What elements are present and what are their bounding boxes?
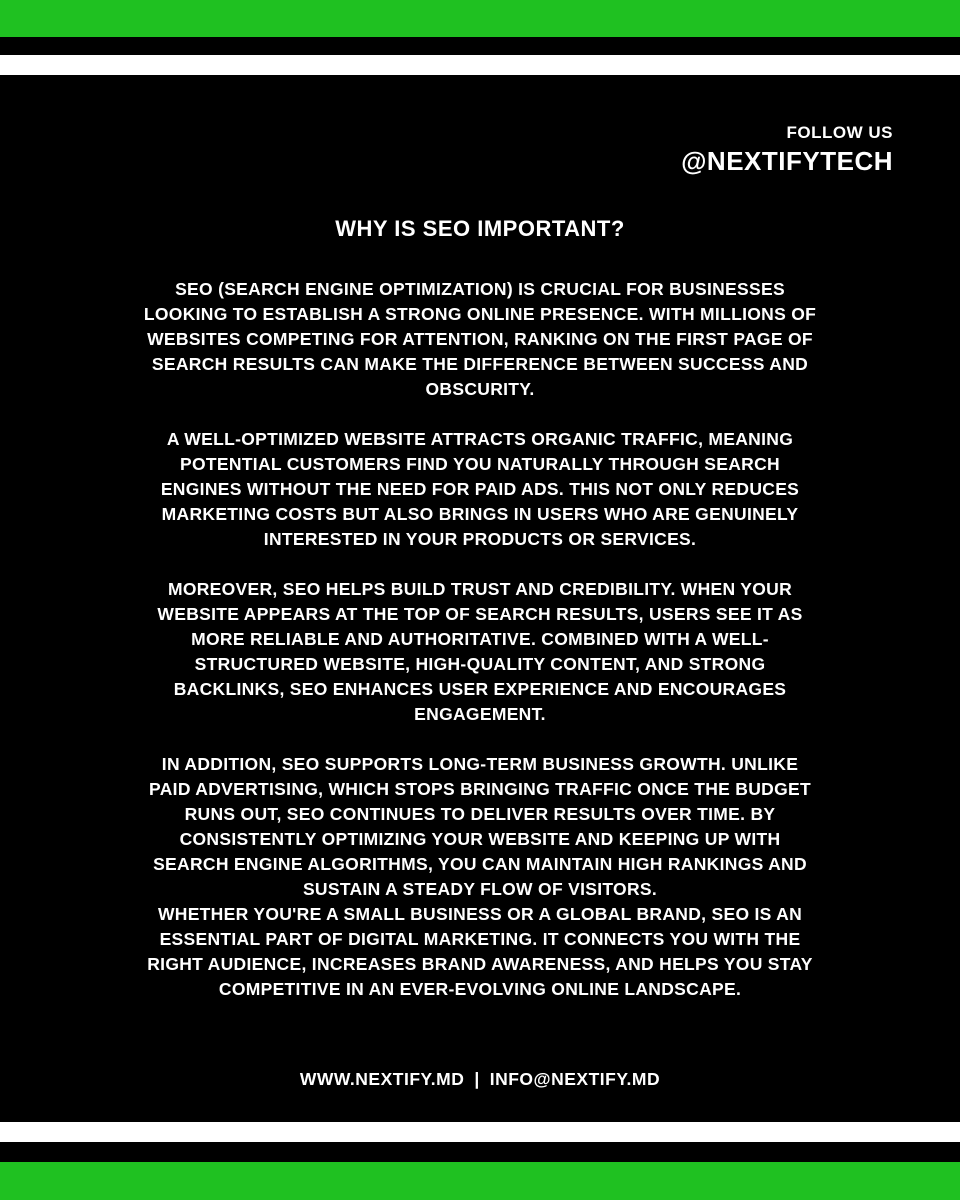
follow-block <box>681 122 893 178</box>
page-title: WHY IS SEO IMPORTANT? <box>335 216 625 241</box>
bottom-green-stripe <box>0 1162 960 1200</box>
paragraph-trust: MOREOVER, SEO HELPS BUILD TRUST AND CREDIBILITY. WHEN YOUR WEBSITE APPEARS AT THE TOP OF SEARCH RESULTS, USERS SEE IT AS MORE RELIABLE AND AUTHORITATIVE. COMBINED WITH A WELL-STRUCTURED WEBSITE, HIGH-QUALITY CONTENT, AND STRONG BACKLINKS, SEO ENHANCES USER EXPERIENCE AND ENCOURAGES ENGAGEMENT. <box>157 579 803 724</box>
paragraph-organic-traffic: A WELL-OPTIMIZED WEBSITE ATTRACTS ORGANIC TRAFFIC, MEANING POTENTIAL CUSTOMERS FIND YOU NATURALLY THROUGH SEARCH ENGINES WITHOUT THE NEED FOR PAID ADS. THIS NOT ONLY REDUCES MARKETING COSTS BUT ALSO BRINGS IN USERS WHO ARE GENUINELY INTERESTED IN YOUR PRODUCTS OR SERVICES. <box>160 429 800 549</box>
footer-separator: | <box>474 1069 480 1089</box>
article-body <box>140 277 820 1002</box>
email-link[interactable]: INFO@NEXTIFY.MD <box>489 1069 661 1089</box>
bottom-white-stripe <box>0 1122 960 1142</box>
footer-contacts <box>0 1066 960 1092</box>
follow-us-label: FOLLOW US <box>786 123 893 142</box>
top-white-stripe <box>0 55 960 75</box>
website-link[interactable]: WWW.NEXTIFY.MD <box>299 1069 465 1089</box>
paragraph-intro: SEO (SEARCH ENGINE OPTIMIZATION) IS CRUCIAL FOR BUSINESSES LOOKING TO ESTABLISH A STRONG ONLINE PRESENCE. WITH MILLIONS OF WEBSITES COMPETING FOR ATTENTION, RANKING ON THE FIRST PAGE OF SEARCH RESULTS CAN MAKE THE DIFFERENCE BETWEEN SUCCESS AND OBSCURITY. <box>143 279 817 399</box>
social-handle: @NEXTIFYTECH <box>681 146 893 176</box>
paragraph-growth: IN ADDITION, SEO SUPPORTS LONG-TERM BUSINESS GROWTH. UNLIKE PAID ADVERTISING, WHICH STOPS BRINGING TRAFFIC ONCE THE BUDGET RUNS OUT, SEO CONTINUES TO DELIVER RESULTS OVER TIME. BY CONSISTENTLY OPTIMIZING YOUR WEBSITE AND KEEPING UP WITH SEARCH ENGINE ALGORITHMS, YOU CAN MAINTAIN HIGH RANKINGS AND SUSTAIN A STEADY FLOW OF VISITORS. <box>149 754 811 899</box>
top-green-stripe <box>0 0 960 37</box>
bottom-black-stripe <box>0 1142 960 1162</box>
paragraph-conclusion: WHETHER YOU'RE A SMALL BUSINESS OR A GLOBAL BRAND, SEO IS AN ESSENTIAL PART OF DIGITAL MARKETING. IT CONNECTS YOU WITH THE RIGHT AUDIENCE, INCREASES BRAND AWARENESS, AND HELPS YOU STAY COMPETITIVE IN AN EVER-EVOLVING ONLINE LANDSCAPE. <box>147 904 813 999</box>
top-black-stripe <box>0 37 960 55</box>
